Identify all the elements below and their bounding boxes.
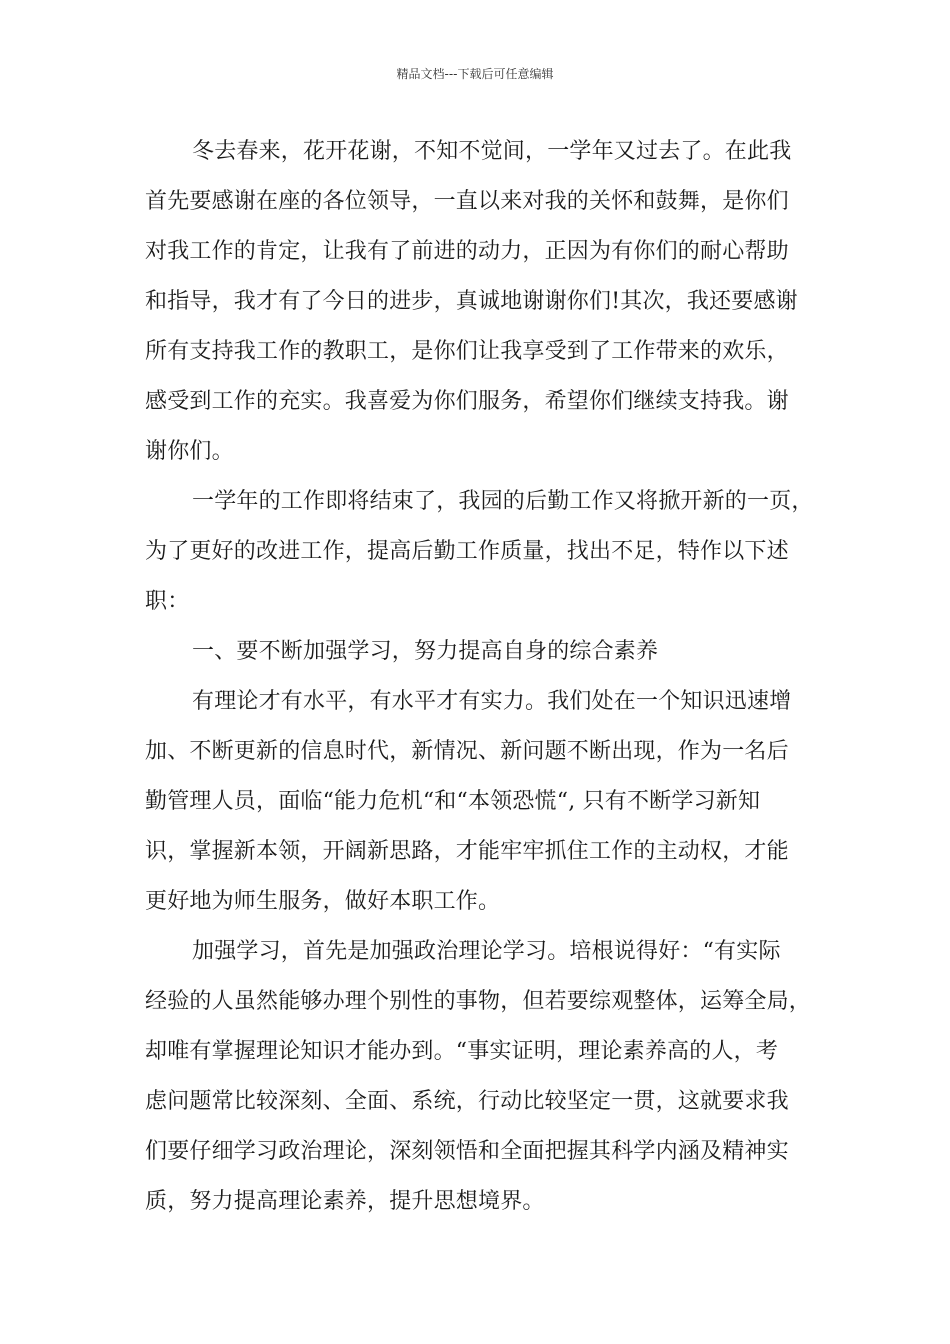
paragraph-line: 一学年的工作即将结束了，我园的后勤工作又将掀开新的一页， <box>192 489 814 514</box>
paragraph-line: 加、不断更新的信息时代，新情况、新问题不断出现，作为一名后 <box>145 739 789 764</box>
paragraph-line: 虑问题常比较深刻、全面、系统，行动比较坚定一贯，这就要求我 <box>145 1089 789 1114</box>
paragraph-line: 识，掌握新本领，开阔新思路，才能牢牢抓住工作的主动权，才能 <box>145 839 789 864</box>
paragraph-line: 质，努力提高理论素养，提升思想境界。 <box>145 1189 545 1214</box>
paragraph-line: 却唯有掌握理论知识才能办到。“事实证明，理论素养高的人，考 <box>145 1039 779 1064</box>
paragraph-line: 冬去春来，花开花谢，不知不觉间，一学年又过去了。在此我 <box>192 139 792 164</box>
paragraph-line: 首先要感谢在座的各位领导，一直以来对我的关怀和鼓舞，是你们 <box>145 189 789 214</box>
section-heading: 一、要不断加强学习，努力提高自身的综合素养 <box>192 639 659 664</box>
paragraph-line: 感受到工作的充实。我喜爱为你们服务，希望你们继续支持我。谢 <box>145 389 789 414</box>
page-header: 精品文档---下载后可任意编辑 <box>396 67 554 81</box>
paragraph-line: 和指导，我才有了今日的进步，真诚地谢谢你们!其次，我还要感谢 <box>145 289 798 314</box>
paragraph-line: 加强学习，首先是加强政治理论学习。培根说得好：“有实际 <box>192 939 781 964</box>
document-body <box>145 133 825 1233</box>
paragraph-line: 经验的人虽然能够办理个别性的事物，但若要综观整体，运筹全局， <box>145 989 812 1014</box>
paragraph-line: 为了更好的改进工作，提高后勤工作质量，找出不足，特作以下述 <box>145 539 789 564</box>
paragraph-line: 职： <box>145 589 190 614</box>
paragraph-line: 有理论才有水平，有水平才有实力。我们处在一个知识迅速增 <box>192 689 792 714</box>
paragraph-line: 对我工作的肯定，让我有了前进的动力，正因为有你们的耐心帮助 <box>145 239 789 264</box>
paragraph-line: 所有支持我工作的教职工，是你们让我享受到了工作带来的欢乐， <box>145 339 789 364</box>
paragraph-line: 勤管理人员，面临“能力危机“和“本领恐慌“, 只有不断学习新知 <box>145 789 761 814</box>
paragraph-line: 更好地为师生服务，做好本职工作。 <box>145 889 501 914</box>
paragraph-line: 们要仔细学习政治理论，深刻领悟和全面把握其科学内涵及精神实 <box>145 1139 789 1164</box>
paragraph-line: 谢你们。 <box>145 439 234 464</box>
